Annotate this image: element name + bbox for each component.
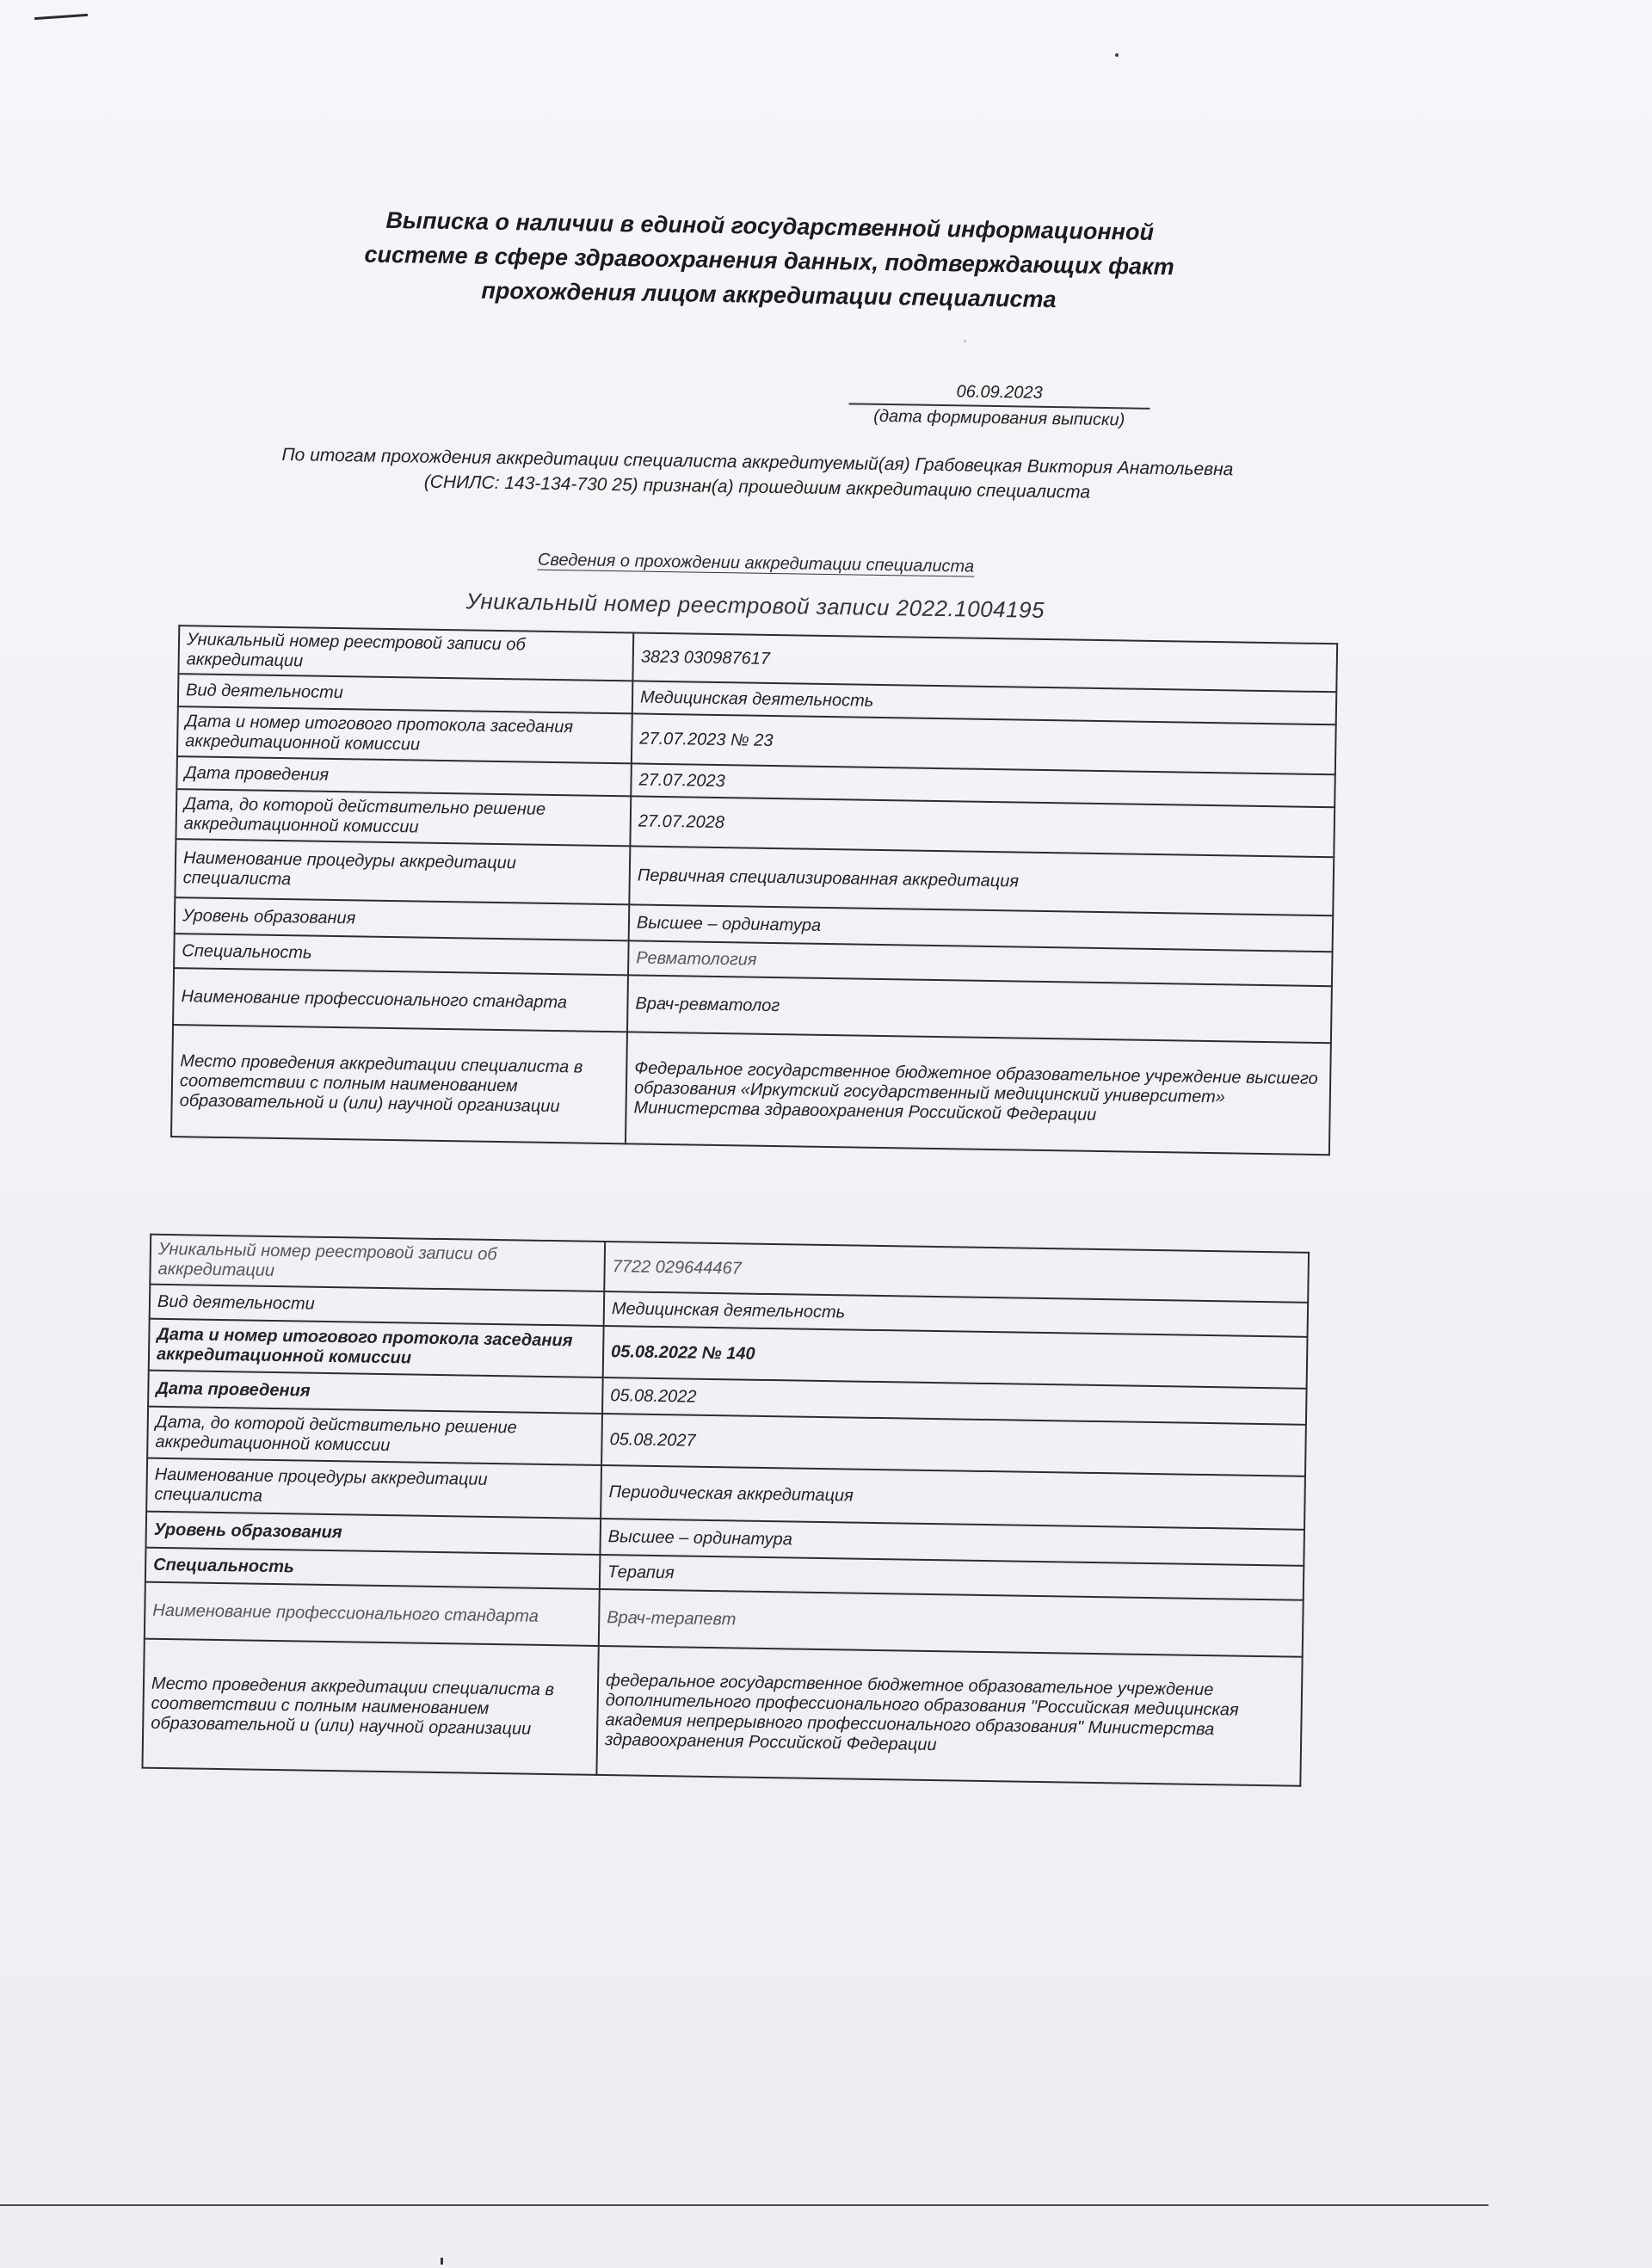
page-bottom-rule: [0, 2204, 1489, 2206]
document-body: [16, 0, 1652, 1755]
title-line: системе в сфере здравоохранения данных, подтверждающих факт: [364, 241, 1174, 280]
row-value: 27.07.2028: [630, 796, 1335, 857]
formation-date-caption: (дата формирования выписки): [873, 406, 1125, 430]
row-value: Медицинская деятельность: [632, 681, 1336, 724]
table-row: [142, 1639, 1302, 1786]
document-title: [321, 202, 1217, 319]
scan-mark: [441, 2258, 443, 2265]
accreditation-table-2: [141, 1234, 1310, 1787]
row-value: Терапия: [600, 1555, 1304, 1600]
intro-paragraph: [198, 441, 1317, 508]
row-value: 3823 030987617: [632, 632, 1337, 692]
row-key: Дата и номер итогового протокола заседания аккредитационной комиссии: [177, 706, 632, 763]
row-value: 27.07.2023: [631, 763, 1335, 807]
row-key: Уникальный номер реестровой записи об аккредитации: [178, 626, 633, 681]
row-value: Высшее – ординатура: [600, 1519, 1304, 1566]
row-value: Врач-терапевт: [599, 1589, 1304, 1657]
title-line: Выписка о наличии в единой государственной информационной: [385, 206, 1155, 245]
row-value: 05.08.2022 № 140: [603, 1326, 1308, 1389]
row-key: Наименование процедуры аккредитации специалиста: [146, 1458, 601, 1519]
formation-date: 06.09.2023: [848, 380, 1150, 409]
registry-number-line: Уникальный номер реестровой записи 2022.1004195: [465, 588, 1045, 623]
row-key: Дата, до которой действительно решение аккредитационной комиссии: [176, 789, 631, 846]
row-value: Высшее – ординатура: [629, 904, 1334, 952]
title-line: прохождения лицом аккредитации специалиста: [481, 277, 1057, 313]
row-key: Вид деятельности: [150, 1285, 605, 1326]
scan-mark: [34, 14, 88, 20]
row-key: Уровень образования: [175, 897, 630, 940]
row-value: Федеральное государственное бюджетное образовательное учреждение высшего образования «Иркутский государственный медицинский университет» Министерства здравоохранения Российской Федерации: [626, 1032, 1331, 1155]
row-key: Уникальный номер реестровой записи об аккредитации: [150, 1235, 605, 1291]
row-key: Специальность: [145, 1548, 601, 1589]
row-key: Место проведения аккредитации специалиста в соответствии с полным наименованием образовательной и (или) научной организации: [171, 1025, 627, 1143]
date-block: [848, 380, 1150, 430]
row-value: 7722 029644467: [604, 1242, 1309, 1303]
row-value: 05.08.2022: [602, 1377, 1307, 1425]
row-key: Наименование профессионального стандарта: [173, 968, 628, 1032]
row-key: Вид деятельности: [178, 674, 633, 713]
row-key: Специальность: [174, 934, 629, 975]
scan-dot: [964, 340, 966, 342]
row-value: 27.07.2023 № 23: [632, 713, 1336, 774]
row-key: Дата проведения: [176, 756, 632, 796]
accreditation-table-1: [170, 625, 1338, 1156]
intro-line: По итогам прохождения аккредитации специалиста аккредитуемый(ая) Грабовецкая Виктория Анатольевна: [281, 444, 1234, 480]
intro-line: (СНИЛС: 143-134-730 25) признан(а) прошедшим аккредитацию специалиста: [423, 471, 1091, 502]
row-value: Медицинская деятельность: [604, 1291, 1309, 1337]
row-value: Врач-ревматолог: [627, 975, 1332, 1043]
row-key: Место проведения аккредитации специалиста в соответствии с полным наименованием образовательной и (или) научной организации: [142, 1639, 598, 1775]
row-key: Дата, до которой действительно решение аккредитационной комиссии: [147, 1407, 602, 1465]
row-value: Первичная специализированная аккредитация: [629, 846, 1334, 915]
table-row: [171, 1025, 1331, 1155]
row-key: Уровень образования: [145, 1512, 601, 1555]
row-key: Дата проведения: [148, 1371, 603, 1414]
section-heading: [403, 548, 1108, 579]
row-key: Наименование процедуры аккредитации специалиста: [175, 839, 630, 904]
row-value: Периодическая аккредитация: [601, 1465, 1305, 1530]
row-key: Наименование профессионального стандарта: [145, 1582, 600, 1646]
row-value: Ревматология: [628, 940, 1333, 986]
scan-dot: [1115, 53, 1119, 57]
row-value: федеральное государственное бюджетное образовательное учреждение дополнительного профессионального образования "Российская медицинская академия непрерывного профессионального образования" Министерства здравоохранения Российской Федерации: [596, 1646, 1302, 1786]
row-value: 05.08.2027: [601, 1414, 1306, 1476]
section-heading-text: Сведения о прохождении аккредитации специалиста: [537, 550, 975, 576]
row-key: Дата и номер итогового протокола заседания аккредитационной комиссии: [149, 1319, 604, 1377]
